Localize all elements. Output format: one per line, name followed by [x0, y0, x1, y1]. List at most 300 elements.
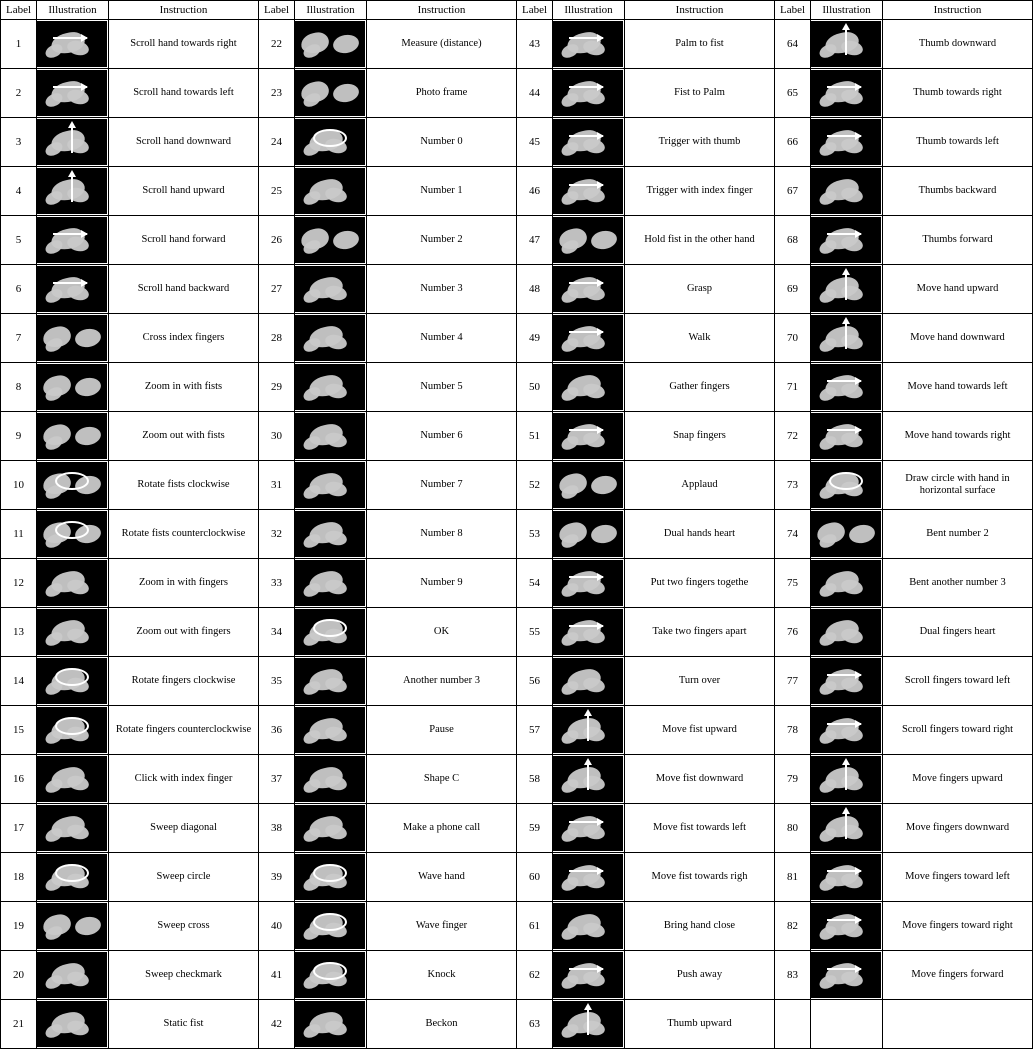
gesture-label: 9 — [1, 412, 37, 461]
hand-wave-illustration — [295, 854, 365, 900]
hand-arrow-right-illustration — [553, 168, 623, 214]
gesture-illustration-cell — [37, 853, 109, 902]
gesture-instruction: Number 0 — [367, 118, 517, 167]
gesture-label: 16 — [1, 755, 37, 804]
hand-zero-illustration — [295, 119, 365, 165]
gesture-instruction: Number 6 — [367, 412, 517, 461]
hand-rotate-ccw-illustration — [37, 707, 107, 753]
gesture-label: 42 — [259, 1000, 295, 1049]
hand-nine-illustration — [295, 560, 365, 606]
hand-bent-two-illustration — [811, 511, 881, 557]
gesture-instruction: Make a phone call — [367, 804, 517, 853]
hand-ok-illustration — [295, 609, 365, 655]
gesture-instruction: Rotate fingers counterclockwise — [109, 706, 259, 755]
gesture-illustration-cell — [295, 804, 367, 853]
table-row — [1, 951, 1033, 1000]
hand-push-away-illustration — [553, 952, 623, 998]
gesture-illustration-cell — [811, 755, 883, 804]
thumb-right-illustration — [811, 70, 881, 116]
gesture-instruction: Zoom in with fists — [109, 363, 259, 412]
gesture-instruction: Cross index fingers — [109, 314, 259, 363]
gesture-label: 45 — [517, 118, 553, 167]
gesture-label: 29 — [259, 363, 295, 412]
gesture-illustration-cell — [37, 118, 109, 167]
hand-bent-three-illustration — [811, 560, 881, 606]
gesture-label: 38 — [259, 804, 295, 853]
hand-snap-illustration — [553, 413, 623, 459]
gesture-illustration-cell — [553, 510, 625, 559]
gesture-instruction: Gather fingers — [625, 363, 775, 412]
gesture-illustration-cell — [811, 657, 883, 706]
hand-phone-call-illustration — [295, 805, 365, 851]
gesture-illustration-cell — [295, 1000, 367, 1049]
gesture-illustration-cell — [553, 216, 625, 265]
gesture-instruction: Bring hand close — [625, 902, 775, 951]
gesture-illustration-cell — [295, 510, 367, 559]
fingers-arrow-right-illustration — [811, 707, 881, 753]
table-row — [1, 363, 1033, 412]
header-instruction-1: Instruction — [109, 1, 259, 20]
hand-sweep-checkmark-illustration — [37, 952, 107, 998]
gesture-instruction: Move hand downward — [883, 314, 1033, 363]
hand-arrow-right-illustration — [553, 266, 623, 312]
gesture-illustration-cell — [553, 853, 625, 902]
gesture-instruction: Trigger with index finger — [625, 167, 775, 216]
gesture-illustration-cell — [295, 69, 367, 118]
two-hands-hold-illustration — [553, 217, 623, 263]
gesture-label: 44 — [517, 69, 553, 118]
gesture-illustration-cell — [811, 902, 883, 951]
gesture-instruction: Bent number 2 — [883, 510, 1033, 559]
gesture-instruction: Dual fingers heart — [883, 608, 1033, 657]
gesture-instruction: Thumb upward — [625, 1000, 775, 1049]
hand-another-three-illustration — [295, 658, 365, 704]
gesture-label: 15 — [1, 706, 37, 755]
hand-click-illustration — [37, 756, 107, 802]
gesture-instruction: Move fingers forward — [883, 951, 1033, 1000]
gesture-label: 39 — [259, 853, 295, 902]
gesture-label: 3 — [1, 118, 37, 167]
gesture-label: 54 — [517, 559, 553, 608]
gesture-illustration-cell — [553, 412, 625, 461]
gesture-illustration-cell — [811, 461, 883, 510]
hand-arrow-right-illustration — [553, 21, 623, 67]
gesture-label: 31 — [259, 461, 295, 510]
gesture-illustration-cell — [553, 461, 625, 510]
gesture-label: 72 — [775, 412, 811, 461]
hand-turn-over-illustration — [553, 658, 623, 704]
gesture-illustration-cell — [295, 559, 367, 608]
gesture-illustration-cell — [553, 951, 625, 1000]
gesture-instruction: Thumbs backward — [883, 167, 1033, 216]
gesture-illustration-cell — [295, 118, 367, 167]
fingers-arrow-up-illustration — [811, 756, 881, 802]
gesture-illustration-cell — [811, 118, 883, 167]
gesture-label: 33 — [259, 559, 295, 608]
gesture-instruction: Thumb towards right — [883, 69, 1033, 118]
gesture-instruction: Sweep checkmark — [109, 951, 259, 1000]
header-label-3: Label — [517, 1, 553, 20]
gesture-instruction: Number 8 — [367, 510, 517, 559]
gesture-illustration-cell — [37, 69, 109, 118]
gesture-instruction: Move hand towards right — [883, 412, 1033, 461]
gesture-label: 28 — [259, 314, 295, 363]
table-row — [1, 559, 1033, 608]
gesture-instruction: Walk — [625, 314, 775, 363]
gesture-instruction: Number 7 — [367, 461, 517, 510]
gesture-illustration-cell — [811, 608, 883, 657]
gesture-label: 30 — [259, 412, 295, 461]
thumb-back-illustration — [811, 168, 881, 214]
gesture-label: 67 — [775, 167, 811, 216]
gesture-label: 32 — [259, 510, 295, 559]
gesture-instruction: Put two fingers togethe — [625, 559, 775, 608]
gesture-label: 13 — [1, 608, 37, 657]
hand-fingers-together-illustration — [553, 560, 623, 606]
gesture-label: 47 — [517, 216, 553, 265]
gesture-illustration-cell — [295, 461, 367, 510]
gesture-illustration-cell — [295, 853, 367, 902]
gesture-instruction: Palm to fist — [625, 20, 775, 69]
gesture-label: 12 — [1, 559, 37, 608]
gesture-label: 83 — [775, 951, 811, 1000]
hand-pause-illustration — [295, 707, 365, 753]
gesture-illustration-cell — [553, 902, 625, 951]
header-illustration-2: Illustration — [295, 1, 367, 20]
table-row — [1, 314, 1033, 363]
gesture-label: 74 — [775, 510, 811, 559]
gesture-instruction: Wave hand — [367, 853, 517, 902]
gesture-label: 24 — [259, 118, 295, 167]
hand-shape-c-illustration — [295, 756, 365, 802]
header-illustration-1: Illustration — [37, 1, 109, 20]
gesture-instruction: Scroll fingers toward right — [883, 706, 1033, 755]
table-row — [1, 608, 1033, 657]
gesture-instruction: Scroll hand upward — [109, 167, 259, 216]
gesture-illustration-cell — [295, 657, 367, 706]
gesture-illustration-cell — [811, 853, 883, 902]
gesture-illustration-cell — [37, 1000, 109, 1049]
header-instruction-4: Instruction — [883, 1, 1033, 20]
hand-bring-close-illustration — [553, 903, 623, 949]
table-row — [1, 69, 1033, 118]
gesture-illustration-cell — [295, 412, 367, 461]
gesture-instruction: Number 3 — [367, 265, 517, 314]
hand-knock-illustration — [295, 952, 365, 998]
table-row — [1, 902, 1033, 951]
gesture-label: 27 — [259, 265, 295, 314]
gesture-illustration-cell — [37, 20, 109, 69]
two-fists-rotate-ccw-illustration — [37, 511, 107, 557]
gesture-illustration-cell — [295, 608, 367, 657]
gesture-illustration-cell — [295, 314, 367, 363]
gesture-label: 17 — [1, 804, 37, 853]
gesture-label: 70 — [775, 314, 811, 363]
gesture-illustration-cell — [811, 363, 883, 412]
hand-eight-illustration — [295, 511, 365, 557]
two-hands-measure-illustration — [295, 21, 365, 67]
hand-arrow-up-illustration — [37, 168, 107, 214]
gesture-instruction: Applaud — [625, 461, 775, 510]
table-row — [1, 510, 1033, 559]
gesture-instruction: Shape C — [367, 755, 517, 804]
gesture-illustration-cell — [37, 951, 109, 1000]
gesture-instruction: Move fingers downward — [883, 804, 1033, 853]
gesture-illustration-cell — [553, 363, 625, 412]
gesture-label: 25 — [259, 167, 295, 216]
gesture-label: 2 — [1, 69, 37, 118]
hand-six-illustration — [295, 413, 365, 459]
hand-two-illustration — [295, 217, 365, 263]
gesture-illustration-cell — [811, 510, 883, 559]
fist-arrow-left-illustration — [553, 805, 623, 851]
gesture-illustration-cell — [295, 706, 367, 755]
gesture-label: 73 — [775, 461, 811, 510]
gesture-instruction: Wave finger — [367, 902, 517, 951]
hand-three-illustration — [295, 266, 365, 312]
gesture-illustration-cell — [37, 559, 109, 608]
hand-forward-illustration — [37, 217, 107, 263]
gesture-illustration-cell — [811, 314, 883, 363]
gesture-instruction: Move fingers upward — [883, 755, 1033, 804]
gesture-instruction: Trigger with thumb — [625, 118, 775, 167]
gesture-illustration-cell — [37, 608, 109, 657]
table-row — [1, 118, 1033, 167]
gesture-illustration-cell — [553, 657, 625, 706]
gesture-instruction: Sweep circle — [109, 853, 259, 902]
gesture-instruction: Thumb downward — [883, 20, 1033, 69]
header-illustration-3: Illustration — [553, 1, 625, 20]
gesture-instruction: Zoom out with fingers — [109, 608, 259, 657]
fist-arrow-down-illustration — [553, 756, 623, 802]
gesture-label: 64 — [775, 20, 811, 69]
gesture-illustration-cell — [295, 167, 367, 216]
gesture-instruction: Draw circle with hand in horizontal surface — [883, 461, 1033, 510]
table-body — [1, 20, 1033, 1049]
empty-cell — [775, 1000, 811, 1049]
gesture-label: 78 — [775, 706, 811, 755]
gesture-instruction: Move fingers toward right — [883, 902, 1033, 951]
gesture-instruction: Knock — [367, 951, 517, 1000]
thumb-down-illustration — [811, 21, 881, 67]
gesture-instruction: Number 5 — [367, 363, 517, 412]
gesture-label: 5 — [1, 216, 37, 265]
gesture-label: 57 — [517, 706, 553, 755]
table-row — [1, 804, 1033, 853]
hand-arrow-right-illustration — [553, 70, 623, 116]
hand-arrow-right-illustration — [37, 21, 107, 67]
hand-arrow-left-illustration — [811, 364, 881, 410]
finger-wave-illustration — [295, 903, 365, 949]
gesture-instruction: Turn over — [625, 657, 775, 706]
table-row — [1, 461, 1033, 510]
gesture-label: 55 — [517, 608, 553, 657]
gesture-illustration-cell — [37, 265, 109, 314]
gesture-label: 82 — [775, 902, 811, 951]
gesture-illustration-cell — [553, 755, 625, 804]
thumb-up-illustration — [553, 1001, 623, 1047]
gesture-label: 52 — [517, 461, 553, 510]
header-row — [1, 1, 1033, 20]
header-label-4: Label — [775, 1, 811, 20]
header-illustration-4: Illustration — [811, 1, 883, 20]
gesture-label: 23 — [259, 69, 295, 118]
gesture-illustration-cell — [811, 69, 883, 118]
table-row — [1, 755, 1033, 804]
gesture-instruction: Dual hands heart — [625, 510, 775, 559]
gesture-instruction: Take two fingers apart — [625, 608, 775, 657]
gesture-illustration-cell — [295, 755, 367, 804]
gesture-illustration-cell — [811, 951, 883, 1000]
table-header — [1, 1, 1033, 20]
gesture-label: 46 — [517, 167, 553, 216]
table-row — [1, 706, 1033, 755]
gesture-label: 14 — [1, 657, 37, 706]
hand-finger-heart-illustration — [811, 609, 881, 655]
hand-rotate-cw-illustration — [37, 658, 107, 704]
hand-zoom-in-fingers-illustration — [37, 560, 107, 606]
gesture-illustration-cell — [811, 412, 883, 461]
gesture-instruction: Hold fist in the other hand — [625, 216, 775, 265]
gesture-label: 59 — [517, 804, 553, 853]
gesture-label: 11 — [1, 510, 37, 559]
fingers-arrow-left-illustration — [811, 658, 881, 704]
gesture-illustration-cell — [811, 559, 883, 608]
empty-cell — [811, 1000, 883, 1049]
fingers-arrow-down-illustration — [811, 805, 881, 851]
gesture-illustration-cell — [295, 902, 367, 951]
gesture-instruction: Sweep diagonal — [109, 804, 259, 853]
gesture-instruction: Bent another number 3 — [883, 559, 1033, 608]
table-row — [1, 216, 1033, 265]
table-row — [1, 265, 1033, 314]
gesture-instruction: Photo frame — [367, 69, 517, 118]
gesture-illustration-cell — [553, 559, 625, 608]
fist-arrow-right-illustration — [553, 854, 623, 900]
gesture-instruction: Rotate fists clockwise — [109, 461, 259, 510]
gesture-label: 20 — [1, 951, 37, 1000]
gesture-instruction: Move fist downward — [625, 755, 775, 804]
gesture-label: 79 — [775, 755, 811, 804]
gesture-illustration-cell — [37, 314, 109, 363]
hand-beckon-illustration — [295, 1001, 365, 1047]
header-instruction-3: Instruction — [625, 1, 775, 20]
gesture-instruction: Number 4 — [367, 314, 517, 363]
hand-arrow-right-illustration — [553, 119, 623, 165]
gesture-label: 76 — [775, 608, 811, 657]
gesture-label: 40 — [259, 902, 295, 951]
gesture-illustration-cell — [811, 167, 883, 216]
gesture-instruction: OK — [367, 608, 517, 657]
gesture-instruction: Rotate fingers clockwise — [109, 657, 259, 706]
gesture-illustration-cell — [553, 265, 625, 314]
gesture-illustration-cell — [553, 608, 625, 657]
hand-arrow-up-illustration — [811, 266, 881, 312]
gesture-instruction: Fist to Palm — [625, 69, 775, 118]
hand-gather-illustration — [553, 364, 623, 410]
gesture-label: 68 — [775, 216, 811, 265]
gesture-illustration-cell — [811, 265, 883, 314]
gesture-label: 4 — [1, 167, 37, 216]
gesture-label: 8 — [1, 363, 37, 412]
gesture-illustration-cell — [37, 461, 109, 510]
thumb-forward-illustration — [811, 217, 881, 263]
gesture-label: 58 — [517, 755, 553, 804]
thumb-left-illustration — [811, 119, 881, 165]
hand-arrow-right-illustration — [811, 413, 881, 459]
gesture-instruction: Number 2 — [367, 216, 517, 265]
gesture-label: 19 — [1, 902, 37, 951]
gesture-label: 80 — [775, 804, 811, 853]
gesture-instruction: Grasp — [625, 265, 775, 314]
gesture-illustration-cell — [37, 657, 109, 706]
gesture-instruction: Snap fingers — [625, 412, 775, 461]
gesture-instruction: Static fist — [109, 1000, 259, 1049]
gesture-label: 75 — [775, 559, 811, 608]
gesture-illustration-cell — [295, 265, 367, 314]
gesture-instruction: Click with index finger — [109, 755, 259, 804]
hand-five-illustration — [295, 364, 365, 410]
gesture-illustration-cell — [811, 216, 883, 265]
gesture-illustration-cell — [37, 902, 109, 951]
two-hands-heart-illustration — [553, 511, 623, 557]
gesture-instruction: Scroll hand forward — [109, 216, 259, 265]
gesture-illustration-cell — [553, 804, 625, 853]
gesture-illustration-cell — [553, 1000, 625, 1049]
hand-arrow-left-illustration — [37, 70, 107, 116]
gesture-instruction: Move hand upward — [883, 265, 1033, 314]
gesture-label: 51 — [517, 412, 553, 461]
gesture-label: 65 — [775, 69, 811, 118]
gesture-illustration-cell — [37, 363, 109, 412]
fist-arrow-up-illustration — [553, 707, 623, 753]
gesture-illustration-cell — [811, 804, 883, 853]
two-fists-rotate-cw-illustration — [37, 462, 107, 508]
gesture-instruction: Number 9 — [367, 559, 517, 608]
gesture-label: 81 — [775, 853, 811, 902]
gesture-illustration-cell — [553, 314, 625, 363]
hand-backward-illustration — [37, 266, 107, 312]
two-hands-applaud-illustration — [553, 462, 623, 508]
gesture-instruction: Move fist towards righ — [625, 853, 775, 902]
gesture-instruction: Number 1 — [367, 167, 517, 216]
table-row — [1, 412, 1033, 461]
gesture-illustration-cell — [295, 951, 367, 1000]
gesture-instruction: Move fist towards left — [625, 804, 775, 853]
gesture-instruction: Scroll fingers toward left — [883, 657, 1033, 706]
gesture-instruction: Beckon — [367, 1000, 517, 1049]
gesture-label: 36 — [259, 706, 295, 755]
gesture-illustration-cell — [295, 216, 367, 265]
table-row — [1, 20, 1033, 69]
gesture-label: 61 — [517, 902, 553, 951]
gesture-label: 50 — [517, 363, 553, 412]
gesture-instruction: Scroll hand towards left — [109, 69, 259, 118]
gesture-label: 69 — [775, 265, 811, 314]
header-instruction-2: Instruction — [367, 1, 517, 20]
gesture-instruction: Pause — [367, 706, 517, 755]
table-row — [1, 657, 1033, 706]
hand-sweep-circle-illustration — [37, 854, 107, 900]
gesture-label: 41 — [259, 951, 295, 1000]
table-row — [1, 853, 1033, 902]
hand-one-illustration — [295, 168, 365, 214]
gesture-label: 77 — [775, 657, 811, 706]
hand-arrow-down-illustration — [37, 119, 107, 165]
gesture-label: 35 — [259, 657, 295, 706]
fingers-left-illustration — [811, 854, 881, 900]
two-fists-zoom-out-illustration — [37, 413, 107, 459]
